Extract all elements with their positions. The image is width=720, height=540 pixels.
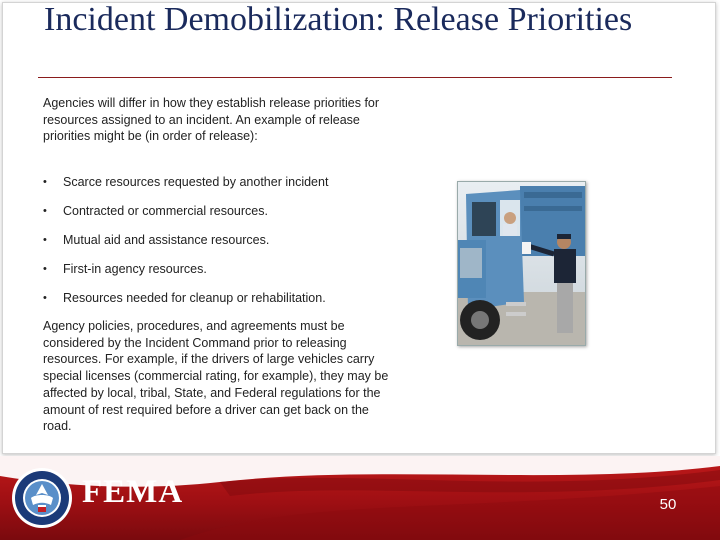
bullet-icon: • bbox=[43, 234, 47, 246]
bullet-icon: • bbox=[43, 263, 47, 275]
bullet-icon: • bbox=[43, 205, 47, 217]
fema-logo-text: FEMA bbox=[82, 474, 184, 510]
bullet-icon: • bbox=[43, 292, 47, 304]
list-item-text: Contracted or commercial resources. bbox=[63, 204, 268, 218]
list-item-text: Mutual aid and assistance resources. bbox=[63, 233, 270, 247]
intro-paragraph: Agencies will differ in how they establish release priorities for resources assigned to an incident. An example of release priorities might be (in order of release): bbox=[43, 96, 380, 144]
outro-paragraph: Agency policies, procedures, and agreements must be considered by the Incident Command prior to releasing resources. For example, if the drivers of large vehicles carry special licenses (commercial rating, for example), they may be affected by local, tribal, State, and Federal regulations for the amount of rest required before a driver can get back on the road. bbox=[43, 319, 389, 434]
page-number: 50 bbox=[659, 496, 677, 513]
slide-title: Incident Demobilization: Release Priorities bbox=[44, 1, 633, 38]
list-item-text: First-in agency resources. bbox=[63, 262, 207, 276]
list-item-text: Resources needed for cleanup or rehabilitation. bbox=[63, 291, 326, 305]
title-divider bbox=[38, 77, 672, 78]
dhs-seal-icon bbox=[11, 467, 73, 529]
bullet-icon: • bbox=[43, 176, 47, 188]
truck-driver-photo bbox=[457, 181, 586, 346]
list-item-text: Scarce resources requested by another incident bbox=[63, 175, 329, 189]
